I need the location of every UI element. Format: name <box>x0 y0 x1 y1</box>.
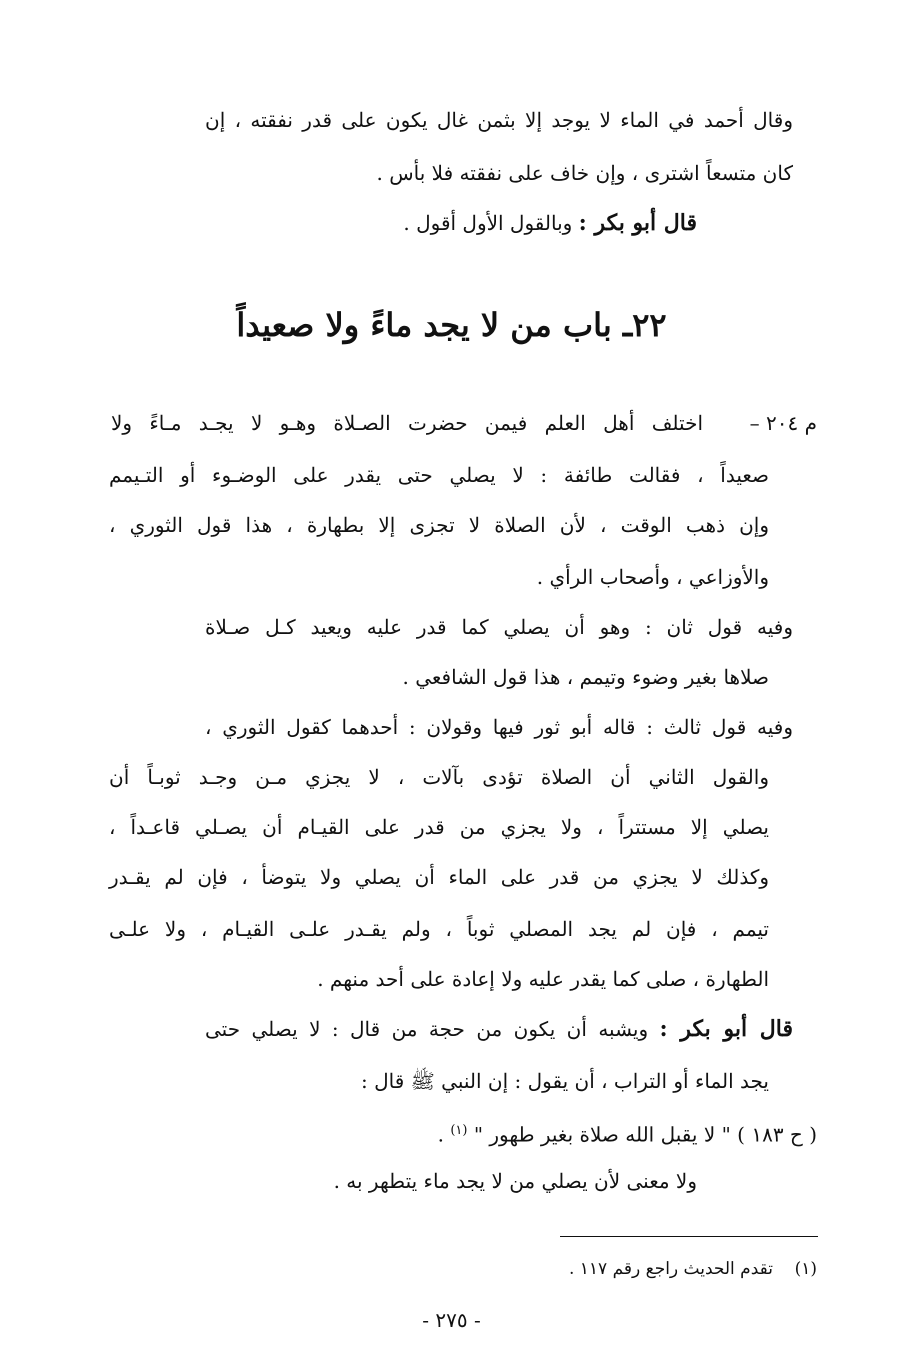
text-line: ولا معنى لأن يصلي من لا يجد ماء يتطهر به . <box>333 1169 697 1193</box>
footnote-number: (١) <box>794 1259 817 1279</box>
text-line: وفيه قول ثالث : قاله أبو ثور فيها وقولان : أحدهما كقول الثوري ، <box>205 715 794 739</box>
text-line: وكذلك لا يجزي من قدر على الماء أن يصلي ولا يتوضأ ، فإن لم يقـدر <box>109 865 769 889</box>
section-marker: م ٢٠٤ – <box>749 411 817 435</box>
text-line: تيمم ، فإن لم يجد المصلي ثوباً ، ولم يقـدر علـى القيـام ، ولا علـى <box>109 917 769 941</box>
text-line: اختلف أهل العلم فيمن حضرت الصـلاة وهـو لا يجـد مـاءً ولا <box>111 411 703 435</box>
hadith-number: ( ح ١٨٣ ) <box>737 1122 817 1147</box>
speaker-label: قال أبو بكر : <box>578 210 697 236</box>
text-line: يجد الماء أو التراب ، أن يقول : إن النبي ﷺ قال : <box>361 1069 769 1093</box>
text-line: كان متسعاً اشترى ، وإن خاف على نفقته فلا بأس . <box>376 161 793 185</box>
speaker-text: ويشبه أن يكون من حجة من قال : لا يصلي حتى <box>205 1017 660 1041</box>
footnote-ref: (١) <box>450 1123 468 1138</box>
speaker-label: قال أبو بكر : <box>659 1016 793 1042</box>
footnote-text: تقدم الحديث راجع رقم ١١٧ . <box>568 1259 773 1279</box>
text-line: والقول الثاني أن الصلاة تؤدى بآلات ، لا يجزي مـن وجـد ثوبـاً أن <box>109 765 769 789</box>
hadith-end: . <box>437 1122 451 1147</box>
text-line: وإن ذهب الوقت ، لأن الصلاة لا تجزى إلا بطهارة ، هذا قول الثوري ، <box>109 513 769 537</box>
text-line: وفيه قول ثان : وهو أن يصلي كما قدر عليه ويعيد كـل صـلاة <box>205 615 793 639</box>
hadith-text: " لا يقبل الله صلاة بغير طهور " <box>473 1122 731 1147</box>
page-number: - ٢٧٥ - <box>422 1308 481 1332</box>
footnote-divider <box>560 1236 818 1237</box>
text-line <box>403 208 697 238</box>
text-line: وقال أحمد في الماء لا يوجد إلا بثمن غال يكون على قدر نفقته ، إن <box>205 108 793 132</box>
text-line: يصلي إلا مستتراً ، ولا يجزي من قدر على القيـام أن يصـلي قاعـداً ، <box>109 815 769 839</box>
text-line <box>205 1014 793 1044</box>
footnote <box>569 1256 817 1282</box>
text-line: الطهارة ، صلى كما يقدر عليه ولا إعادة على أحد منهم . <box>317 967 769 991</box>
chapter-title: ٢٢ـ باب من لا يجد ماءً ولا صعيداً <box>236 306 667 344</box>
text-line: صعيداً ، فقالت طائفة : لا يصلي حتى يقدر على الوضـوء أو التـيمم <box>109 463 769 487</box>
hadith-line <box>438 1116 817 1146</box>
speaker-text: وبالقول الأول أقول . <box>403 211 579 235</box>
text-line: والأوزاعي ، وأصحاب الرأي . <box>536 565 769 589</box>
text-line: صلاها بغير وضوء وتيمم ، هذا قول الشافعي . <box>402 665 769 689</box>
